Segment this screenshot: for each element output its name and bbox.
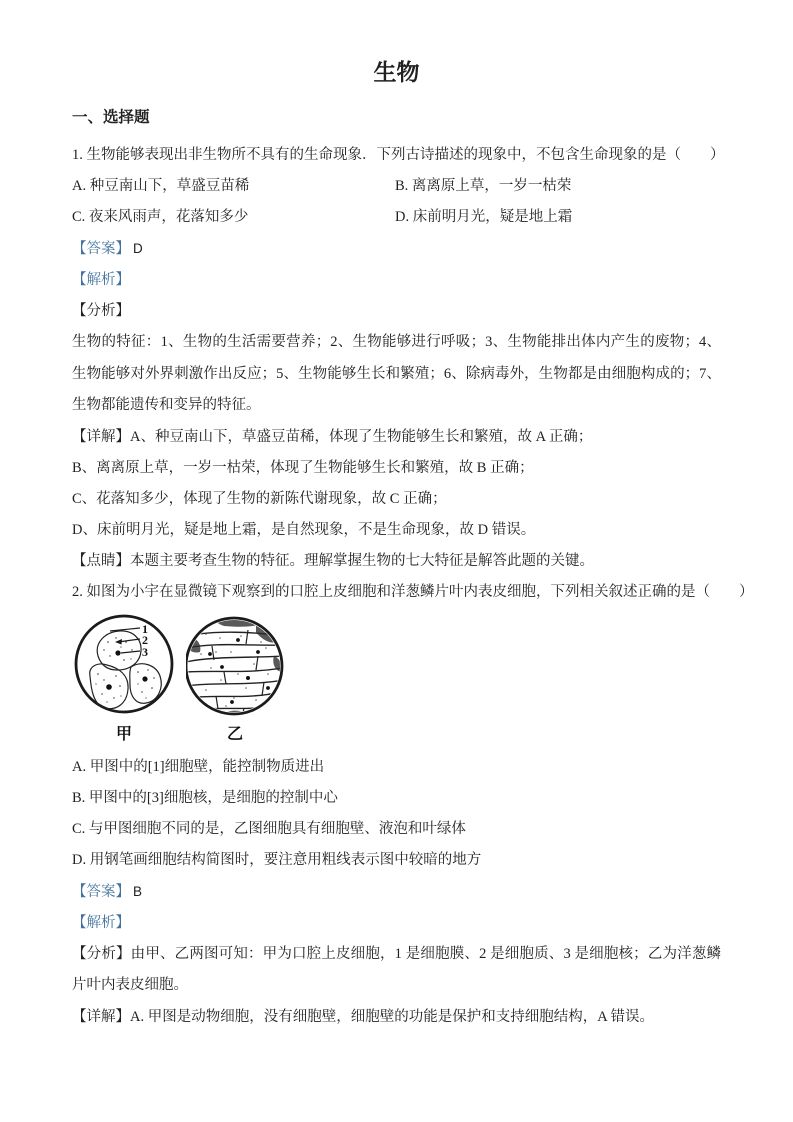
q2-answer-line [72,876,721,908]
q2-analysis-text: 由甲、乙两图可知：甲为口腔上皮细胞，1 是细胞膜、2 是细胞质、3 是细胞核；乙为洋葱鳞片叶内表皮细胞。 [72,945,721,993]
fenxi-label: 【分析】 [72,303,130,319]
q1-detail-c: C、花落知多少，体现了生物的新陈代谢现象，故 C 正确； [72,490,447,507]
q1-tip-text: 本题主要考查生物的特征。理解掌握生物的七大特征是解答此题的关键。 [130,552,594,569]
q2-option-c: C. 与甲图细胞不同的是，乙图细胞具有细胞壁、液泡和叶绿体 [72,820,466,837]
q1-options-row-1 [72,171,721,202]
q2-option-b: B. 甲图中的[3]细胞核，是细胞的控制中心 [72,789,338,806]
xiangjie-label: 【详解】 [72,428,130,445]
q1-detail-d: D、床前明月光，疑是地上霜，是自然现象，不是生命现象，故 D 错误。 [72,521,536,538]
q1-fenxi-line [72,296,721,327]
answer-label: 【答案】 [72,883,130,900]
jia-pointer-arrowhead [115,639,122,645]
q1-option-c: C. 夜来风雨声，花落知多少 [72,209,249,225]
q1-option-b: B. 离离原上草，一岁一枯荣 [395,178,572,194]
q2-option-d: D. 用钢笔画细胞结构简图时，要注意用粗线表示图中较暗的地方 [72,851,482,868]
fenxi-label: 【分析】 [72,945,131,962]
q1-analysis-paragraph: 生物的特征：1、生物的生活需要营养；2、生物能够进行呼吸；3、生物能排出体内产生的废物；4、生物能够对外界刺激作出反应；5、生物能够生长和繁殖；6、除病毒外，生物都是由细胞构成的；7、生物都能遗传和变异的特征。 [72,334,721,413]
pointer-label-3: 3 [142,644,148,659]
q1-stem: 1. 生物能够表现出非生物所不具有的生命现象．下列古诗描述的现象中，不包含生命现象的是（ ） [72,147,725,163]
jia-pointer-labels [142,622,148,659]
page-title: 生物 [373,59,420,85]
q2-answer-value: B [133,883,143,899]
q1-detail-a-text: A、种豆南山下，草盛豆苗稀，体现了生物能够生长和繁殖，故 A 正确； [130,428,593,445]
section-heading-choice: 一、选择题 [72,109,150,126]
q2-option-a: A. 甲图中的[1]细胞壁，能控制物质进出 [72,758,325,775]
q2-detail-line [72,1002,721,1033]
q1-option-a: A. 种豆南山下，草盛豆苗稀 [72,178,250,194]
q1-options-row-2 [72,202,721,233]
yi-caption: 乙 [227,725,244,743]
dianjing-label: 【点睛】 [72,552,130,569]
q2-stem: 2. 如图为小宇在显微镜下观察到的口腔上皮细胞和洋葱鳞片叶内表皮细胞，下列相关叙述正确的是（ ） [72,583,754,600]
cell-view-jia-svg [74,612,178,744]
pointer-label-1: 1 [142,621,148,636]
q1-detail-a [72,422,721,453]
jiexi-label: 【解析】 [72,914,130,931]
pointer-label-2: 2 [142,632,148,647]
q2-jiexi-line [72,908,721,939]
q1-option-d: D. 床前明月光，疑是地上霜 [395,209,573,225]
q1-detail-b: B、离离原上草，一岁一枯荣，体现了生物能够生长和繁殖，故 B 正确； [72,459,534,476]
jia-caption: 甲 [116,725,133,743]
cell-view-yi-svg [186,612,286,744]
q2-detail-text: A. 甲图是动物细胞，没有细胞壁，细胞壁的功能是保护和支持细胞结构，A 错误。 [130,1008,655,1025]
xiangjie-label: 【详解】 [72,1008,130,1025]
microscope-figure [74,612,721,744]
answer-label: 【答案】 [72,241,130,257]
q1-answer-value: D [133,241,143,256]
field-of-view-circle-jia [76,616,172,712]
q2-analysis-paragraph [72,939,721,1002]
q1-tip-line [72,546,721,577]
jiexi-label: 【解析】 [72,272,130,288]
q1-answer-line [72,233,721,265]
q1-jiexi-line [72,265,721,296]
